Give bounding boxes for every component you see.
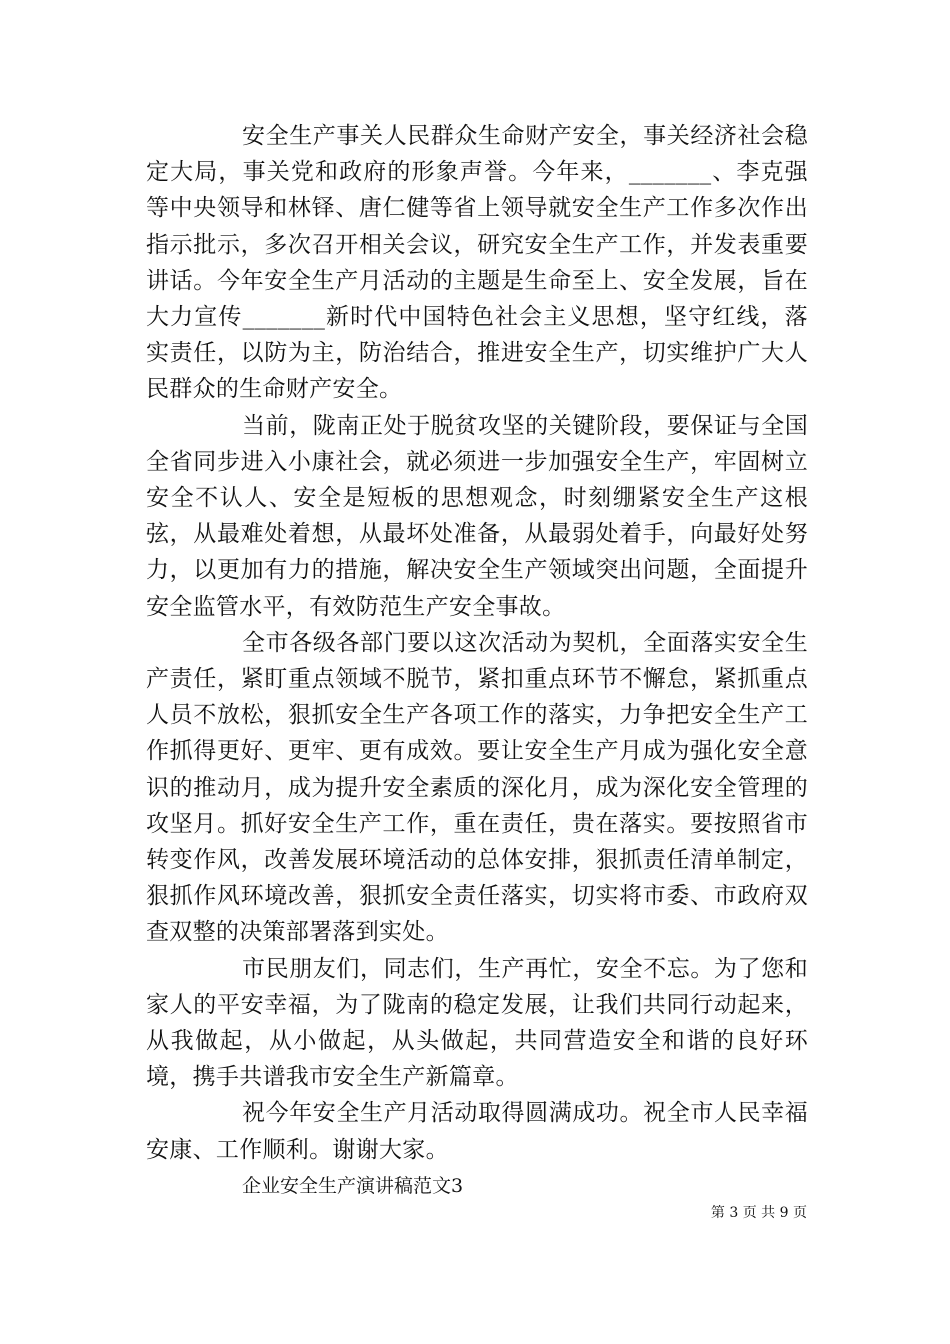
page-number: 第 3 页 共 9 页	[710, 1205, 807, 1221]
paragraph-1: 安全生产事关人民群众生命财产安全，事关经济社会稳定大局，事关党和政府的形象声誉。今年来，_______、李克强等中央领导和林铎、唐仁健等省上领导就安全生产工作多次作出指示批示，多次召开相关会议，研究安全生产工作，并发表重要讲话。今年安全生产月活动的主题是生命至上、安全发展，旨在大力宣传_______新时代中国特色社会主义思想，坚守红线，落实责任，以防为主，防治结合，推进安全生产，切实维护广大人民群众的生命财产安全。	[146, 123, 808, 403]
paragraph-4: 市民朋友们，同志们，生产再忙，安全不忘。为了您和家人的平安幸福，为了陇南的稳定发展，让我们共同行动起来，从我做起，从小做起，从头做起，共同营造安全和谐的良好环境，携手共谱我市安全生产新篇章。	[146, 955, 808, 1091]
section-heading: 企业安全生产演讲稿范文3	[242, 1174, 464, 1197]
paragraph-2: 当前，陇南正处于脱贫攻坚的关键阶段，要保证与全国全省同步进入小康社会，就必须进一步加强安全生产，牢固树立安全不认人、安全是短板的思想观念，时刻绷紧安全生产这根弦，从最难处着想，从最坏处准备，从最弱处着手，向最好处努力，以更加有力的措施，解决安全生产领域突出问题，全面提升安全监管水平，有效防范生产安全事故。	[146, 412, 808, 620]
paragraph-3: 全市各级各部门要以这次活动为契机，全面落实安全生产责任，紧盯重点领域不脱节，紧扣重点环节不懈怠，紧抓重点人员不放松，狠抓安全生产各项工作的落实，力争把安全生产工作抓得更好、更牢、更有成效。要让安全生产月成为强化安全意识的推动月，成为提升安全素质的深化月，成为深化安全管理的攻坚月。抓好安全生产工作，重在责任，贵在落实。要按照省市转变作风，改善发展环境活动的总体安排，狠抓责任清单制定，狠抓作风环境改善，狠抓安全责任落实，切实将市委、市政府双查双整的决策部署落到实处。	[146, 629, 808, 946]
paragraph-5: 祝今年安全生产月活动取得圆满成功。祝全市人民幸福安康、工作顺利。谢谢大家。	[146, 1100, 808, 1163]
document-body	[146, 118, 808, 1204]
